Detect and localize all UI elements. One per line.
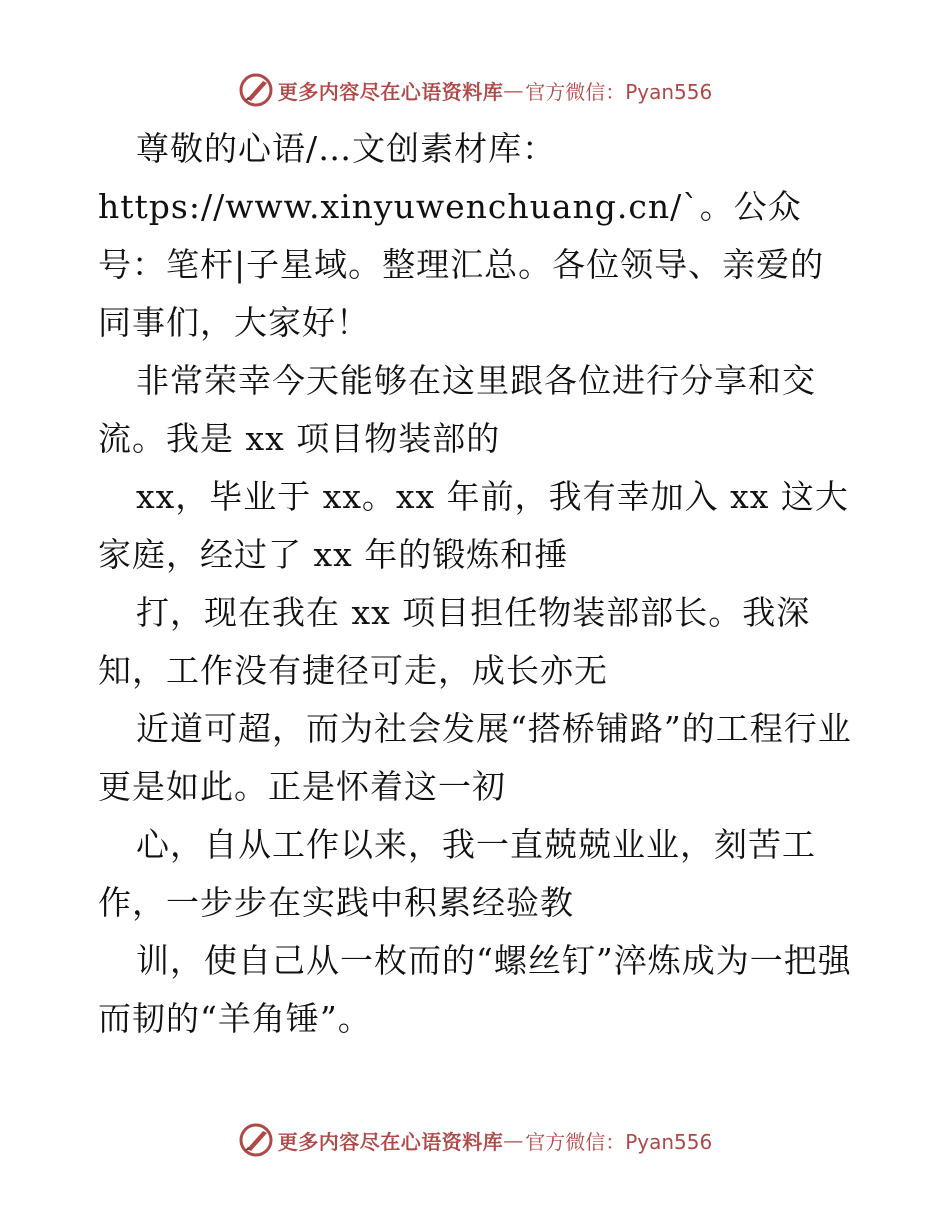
banner-brand-text: 更多内容尽在心语资料库: [277, 79, 504, 104]
banner-separator: —: [503, 1128, 524, 1152]
banner-brand-text: 更多内容尽在心语资料库: [277, 1129, 504, 1154]
banner-contact-text: 官方微信：Pyan556: [525, 79, 713, 104]
banner-contact-text: 官方微信：Pyan556: [525, 1129, 713, 1154]
paragraph-1: 尊敬的心语/…文创素材库：https://www.xinyuwenchuang.cn/`。公众号：笔杆|子星域。整理汇总。各位领导、亲爱的同事们，大家好！: [98, 129, 825, 342]
paragraph-4: 打，现在我在 xx 项目担任物装部部长。我深知，工作没有捷径可走，成长亦无: [98, 593, 811, 690]
quill-pen-logo-icon: [238, 72, 274, 108]
paragraph-5: 近道可超，而为社会发展“搭桥铺路”的工程行业更是如此。正是怀着这一初: [98, 709, 852, 806]
footer-banner: [0, 1120, 950, 1160]
paragraph-6: 心，自从工作以来，我一直兢兢业业，刻苦工作，一步步在实践中积累经验教: [98, 825, 816, 922]
header-banner: [0, 70, 950, 110]
quill-pen-logo-icon: [238, 1122, 274, 1158]
banner-separator: —: [503, 78, 524, 102]
paragraph-2: 非常荣幸今天能够在这里跟各位进行分享和交流。我是 xx 项目物装部的: [98, 361, 816, 458]
paragraph-3: xx，毕业于 xx。xx 年前，我有幸加入 xx 这大家庭，经过了 xx 年的锻炼和捶: [98, 477, 849, 574]
paragraph-7: 训，使自己从一枚而的“螺丝钉”淬炼成为一把强而韧的“羊角锤”。: [98, 941, 852, 1038]
document-body: [98, 120, 858, 1048]
